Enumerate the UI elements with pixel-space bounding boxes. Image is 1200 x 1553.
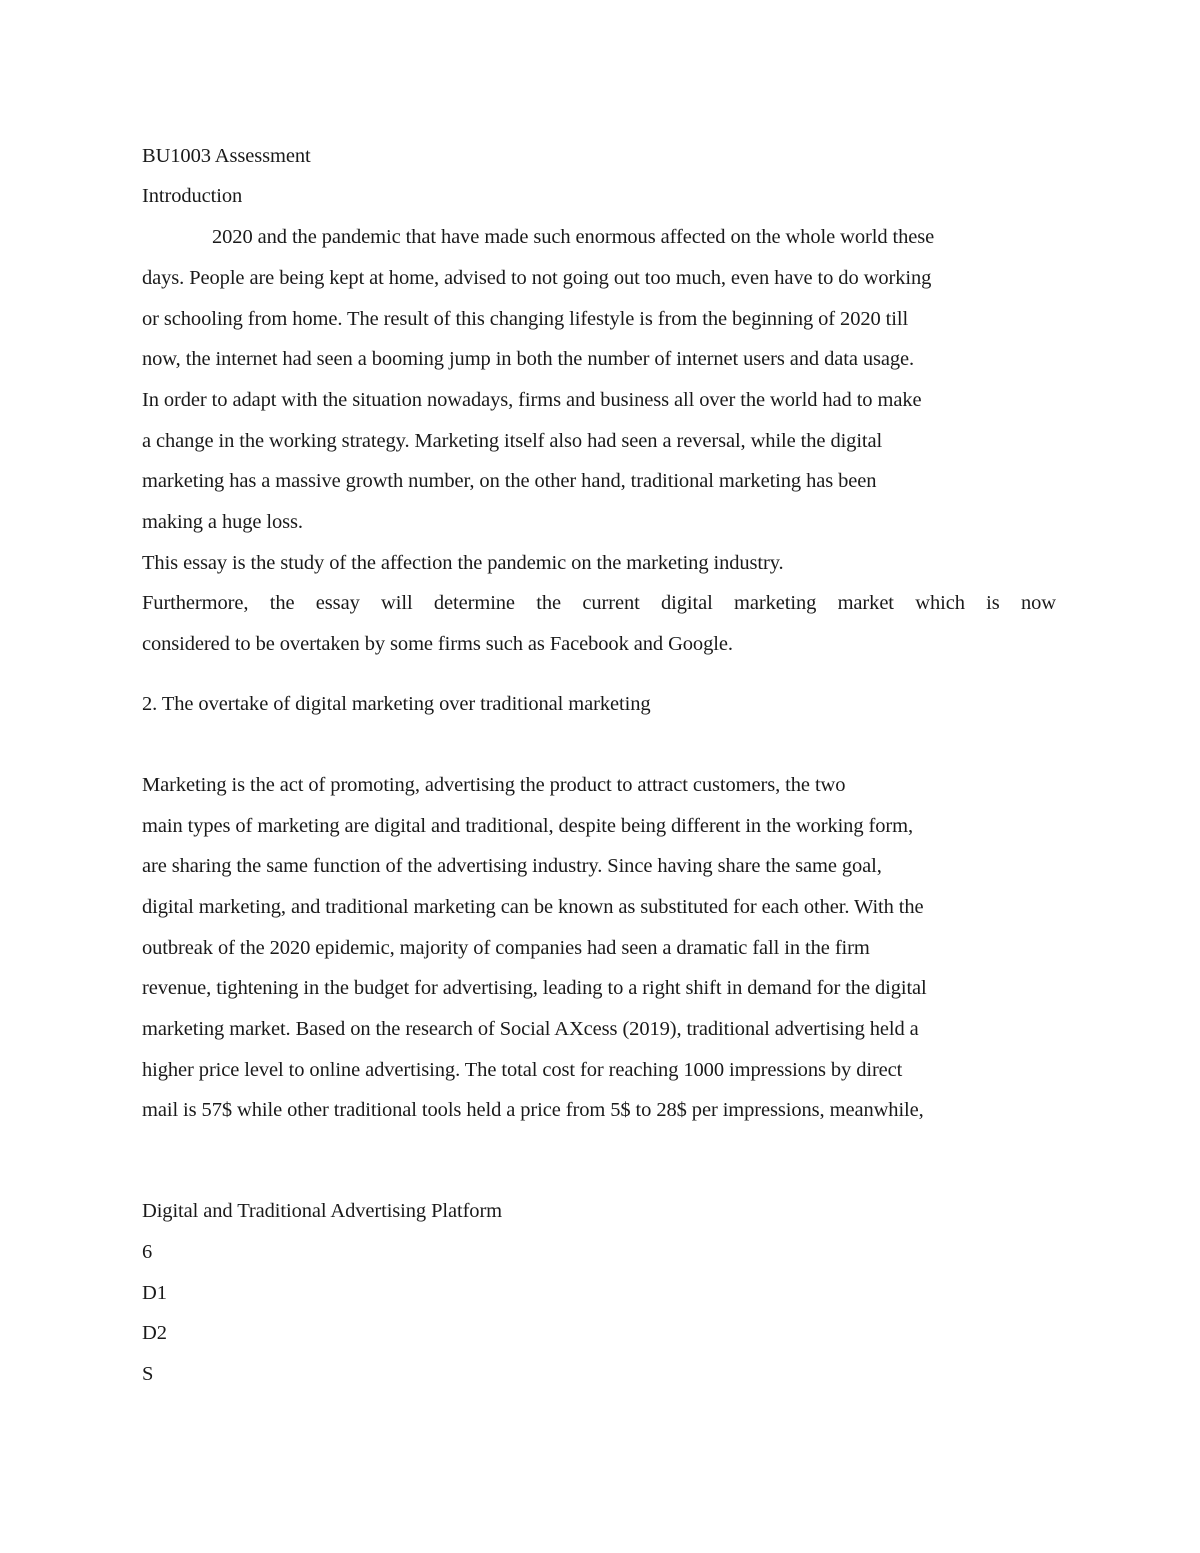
- figure-label: D2: [142, 1322, 167, 1344]
- section-2-paragraph-line: revenue, tightening in the budget for advertising, leading to a right shift in demand for the digital: [142, 977, 927, 999]
- section-2-paragraph-line: main types of marketing are digital and traditional, despite being different in the working form,: [142, 815, 913, 837]
- intro-paragraph-line: considered to be overtaken by some firms such as Facebook and Google.: [142, 633, 733, 655]
- section-2-paragraph-line: higher price level to online advertising. The total cost for reaching 1000 impressions by direct: [142, 1059, 903, 1081]
- intro-paragraph-line: marketing has a massive growth number, on the other hand, traditional marketing has been: [142, 470, 877, 492]
- intro-paragraph-line: 2020 and the pandemic that have made such enormous affected on the whole world these: [212, 226, 935, 248]
- section-2-paragraph-line: marketing market. Based on the research of Social AXcess (2019), traditional advertising held a: [142, 1018, 919, 1040]
- intro-paragraph-line: or schooling from home. The result of this changing lifestyle is from the beginning of 2020 till: [142, 308, 909, 330]
- section-2-paragraph-line: Marketing is the act of promoting, advertising the product to attract customers, the two: [142, 774, 846, 796]
- figure-label: D1: [142, 1282, 167, 1304]
- intro-paragraph-line: a change in the working strategy. Marketing itself also had seen a reversal, while the digital: [142, 430, 883, 452]
- section-2-paragraph-line: are sharing the same function of the advertising industry. Since having share the same goal,: [142, 855, 882, 877]
- intro-paragraph-line: days. People are being kept at home, advised to not going out too much, even have to do working: [142, 267, 932, 289]
- section-2-paragraph-line: digital marketing, and traditional marketing can be known as substituted for each other. With the: [142, 896, 924, 918]
- intro-heading: Introduction: [142, 185, 243, 207]
- figure-title: Digital and Traditional Advertising Platform: [142, 1200, 503, 1222]
- figure-label: S: [142, 1363, 154, 1385]
- intro-paragraph-line: now, the internet had seen a booming jump in both the number of internet users and data usage.: [142, 348, 915, 370]
- intro-paragraph-line: In order to adapt with the situation nowadays, firms and business all over the world had to make: [142, 389, 922, 411]
- intro-paragraph-line: This essay is the study of the affection the pandemic on the marketing industry.: [142, 552, 784, 574]
- document-title: BU1003 Assessment: [142, 145, 311, 167]
- figure-label: 6: [142, 1241, 153, 1263]
- intro-paragraph-line: Furthermore, the essay will determine the current digital marketing market which is now: [142, 592, 1056, 614]
- section-2-heading: 2. The overtake of digital marketing over traditional marketing: [142, 693, 651, 715]
- section-2-paragraph-line: mail is 57$ while other traditional tools held a price from 5$ to 28$ per impressions, meanwhile,: [142, 1099, 924, 1121]
- intro-paragraph-line: making a huge loss.: [142, 511, 303, 533]
- section-2-paragraph-line: outbreak of the 2020 epidemic, majority of companies had seen a dramatic fall in the firm: [142, 937, 870, 959]
